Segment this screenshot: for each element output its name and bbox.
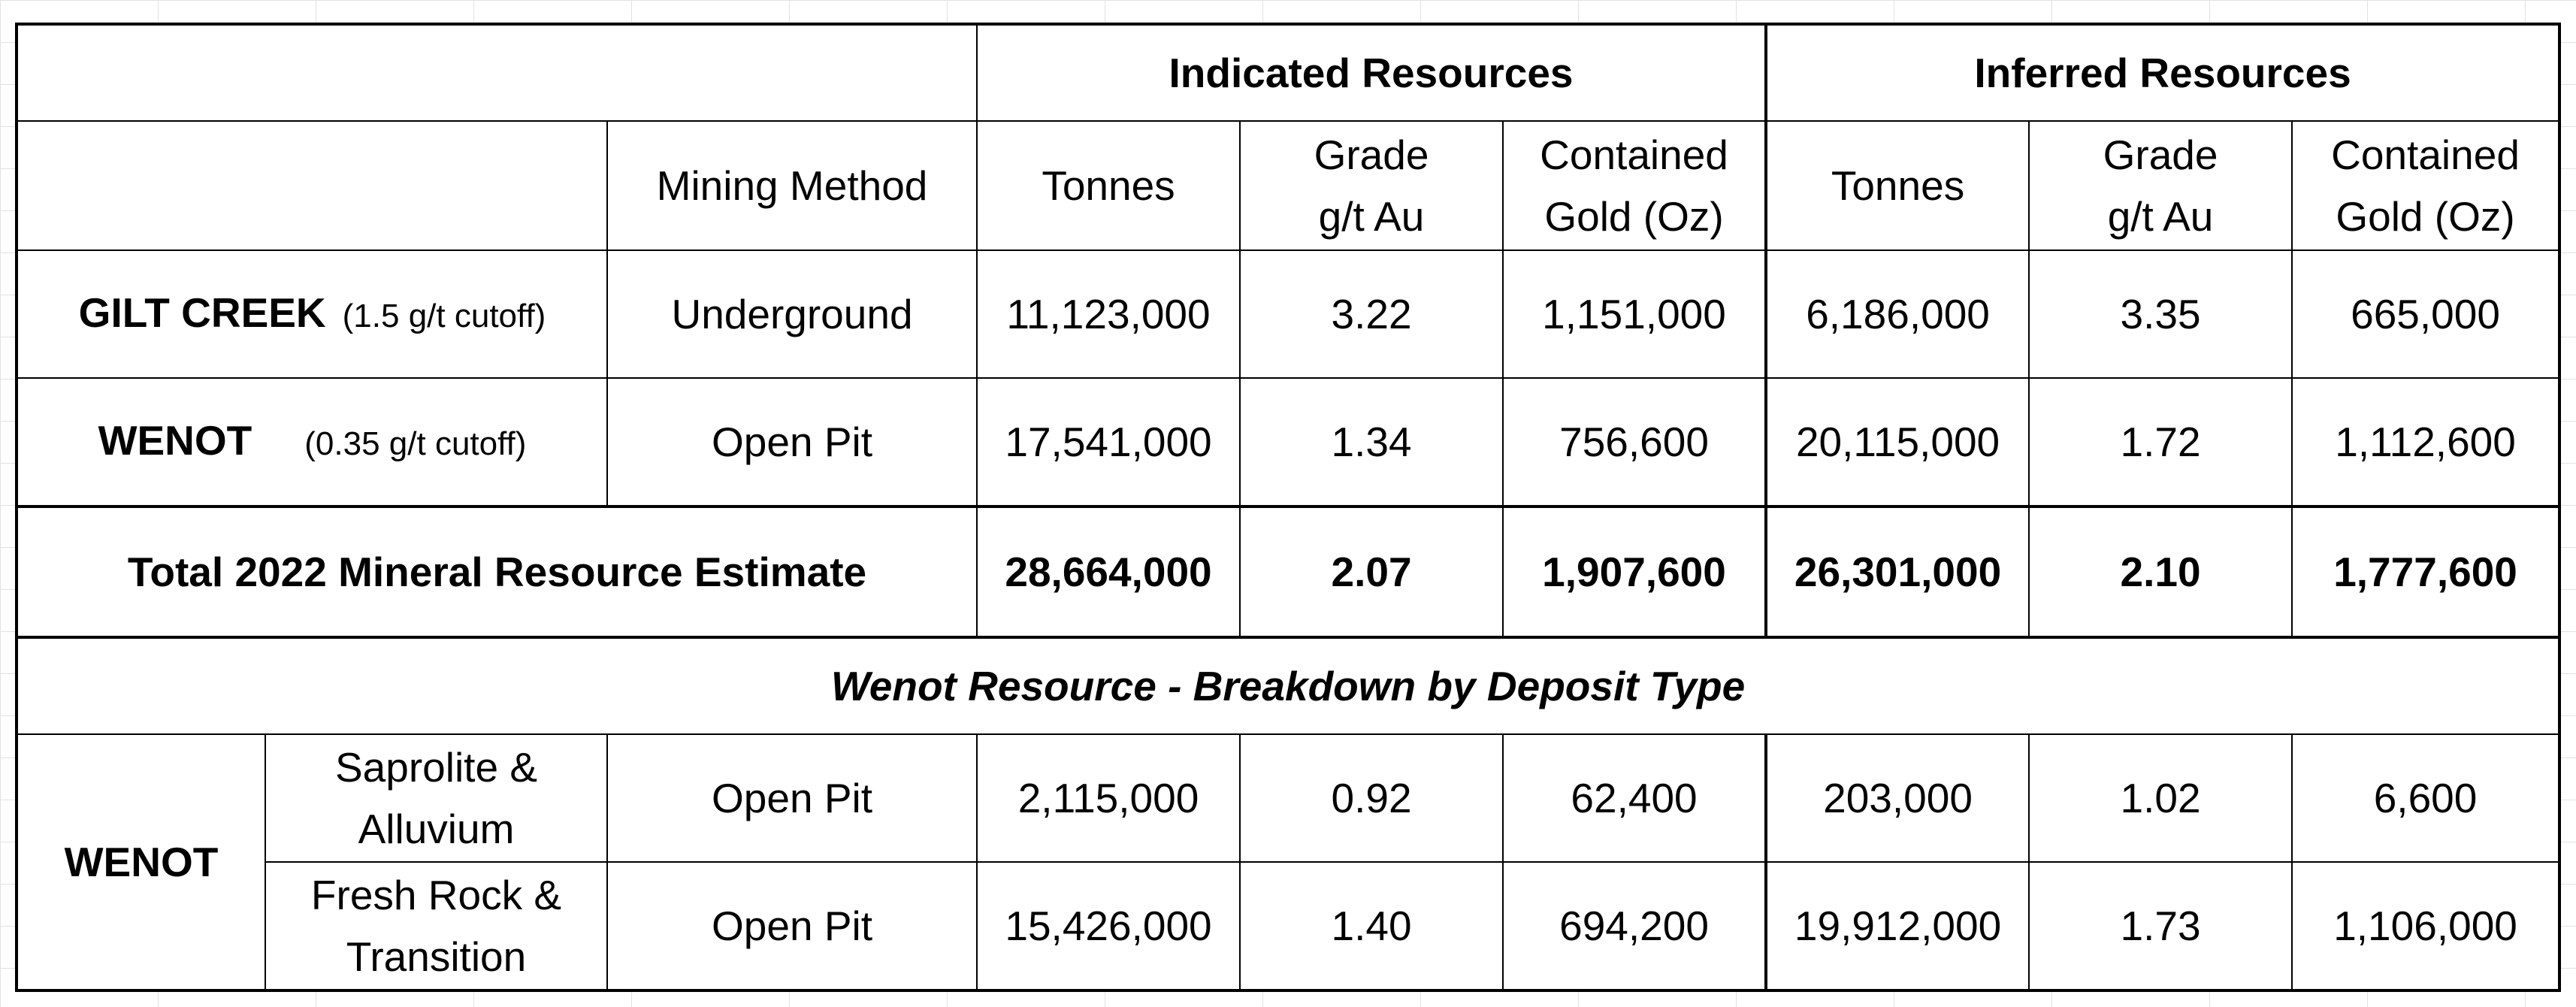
inferred-tonnes-header: Tonnes	[1766, 121, 2029, 250]
table-row	[17, 862, 2559, 990]
total-indicated-grade: 2.07	[1240, 507, 1503, 637]
indicated-tonnes-cell: 11,123,000	[977, 250, 1240, 378]
inferred-gold-cell: 1,112,600	[2292, 378, 2559, 507]
inferred-gold-cell: 1,106,000	[2292, 862, 2559, 990]
table-row	[17, 734, 2559, 862]
mining-method-cell: Open Pit	[607, 862, 977, 990]
total-indicated-tonnes: 28,664,000	[977, 507, 1240, 637]
indicated-grade-cell: 1.34	[1240, 378, 1503, 507]
mining-method-header: Mining Method	[607, 121, 977, 250]
indicated-gold-cell: 756,600	[1503, 378, 1766, 507]
inferred-grade-cell: 3.35	[2029, 250, 2292, 378]
cutoff-label: (1.5 g/t cutoff)	[342, 297, 546, 334]
indicated-grade-cell: 1.40	[1240, 862, 1503, 990]
deposit-type-cell	[265, 862, 607, 990]
indicated-grade-cell: 3.22	[1240, 250, 1503, 378]
indicated-tonnes-header: Tonnes	[977, 121, 1240, 250]
indicated-gold-header-text: Contained Gold (Oz)	[1540, 132, 1728, 240]
blank-deposit-header-cell	[17, 121, 607, 250]
breakdown-title: Wenot Resource - Breakdown by Deposit Type	[17, 637, 2559, 734]
indicated-gold-cell: 1,151,000	[1503, 250, 1766, 378]
column-header-row	[17, 121, 2559, 250]
indicated-gold-cell: 694,200	[1503, 862, 1766, 990]
group-header-row	[17, 25, 2559, 121]
mineral-resource-table	[17, 24, 2559, 990]
indicated-tonnes-cell: 15,426,000	[977, 862, 1240, 990]
deposit-name: GILT CREEK	[78, 289, 326, 336]
inferred-grade-cell: 1.73	[2029, 862, 2292, 990]
inferred-grade-header-text: Grade g/t Au	[2103, 132, 2218, 240]
indicated-grade-cell: 0.92	[1240, 734, 1503, 862]
gilt-creek-deposit-cell	[17, 250, 607, 378]
breakdown-deposit-name: WENOT	[17, 734, 265, 990]
deposit-type-cell	[265, 734, 607, 862]
cutoff-label: (0.35 g/t cutoff)	[304, 425, 527, 462]
inferred-tonnes-cell: 19,912,000	[1766, 862, 2029, 990]
indicated-tonnes-cell: 2,115,000	[977, 734, 1240, 862]
breakdown-title-row	[17, 637, 2559, 734]
deposit-type-label: Fresh Rock & Transition	[310, 872, 562, 980]
indicated-gold-cell: 62,400	[1503, 734, 1766, 862]
inferred-gold-cell: 665,000	[2292, 250, 2559, 378]
indicated-grade-header	[1240, 121, 1503, 250]
total-row	[17, 507, 2559, 637]
inferred-gold-header-text: Contained Gold (Oz)	[2331, 132, 2520, 240]
total-label: Total 2022 Mineral Resource Estimate	[17, 507, 977, 637]
inferred-grade-cell: 1.02	[2029, 734, 2292, 862]
resource-table-frame	[17, 24, 2558, 989]
total-indicated-gold: 1,907,600	[1503, 507, 1766, 637]
deposit-type-label: Saprolite & Alluvium	[334, 744, 538, 852]
total-inferred-gold: 1,777,600	[2292, 507, 2559, 637]
mining-method-cell: Open Pit	[607, 378, 977, 507]
mining-method-cell: Underground	[607, 250, 977, 378]
deposit-name: WENOT	[98, 416, 252, 464]
inferred-gold-header	[2292, 121, 2559, 250]
inferred-tonnes-cell: 203,000	[1766, 734, 2029, 862]
blank-corner-cell	[17, 25, 977, 121]
mining-method-cell: Open Pit	[607, 734, 977, 862]
indicated-resources-header: Indicated Resources	[977, 25, 1766, 121]
inferred-gold-cell: 6,600	[2292, 734, 2559, 862]
indicated-tonnes-cell: 17,541,000	[977, 378, 1240, 507]
table-row	[17, 250, 2559, 378]
inferred-resources-header: Inferred Resources	[1766, 25, 2559, 121]
inferred-tonnes-cell: 20,115,000	[1766, 378, 2029, 507]
wenot-deposit-cell	[17, 378, 607, 507]
table-row	[17, 378, 2559, 507]
inferred-grade-cell: 1.72	[2029, 378, 2292, 507]
total-inferred-tonnes: 26,301,000	[1766, 507, 2029, 637]
indicated-gold-header	[1503, 121, 1766, 250]
total-inferred-grade: 2.10	[2029, 507, 2292, 637]
inferred-grade-header	[2029, 121, 2292, 250]
indicated-grade-header-text: Grade g/t Au	[1314, 132, 1429, 240]
inferred-tonnes-cell: 6,186,000	[1766, 250, 2029, 378]
